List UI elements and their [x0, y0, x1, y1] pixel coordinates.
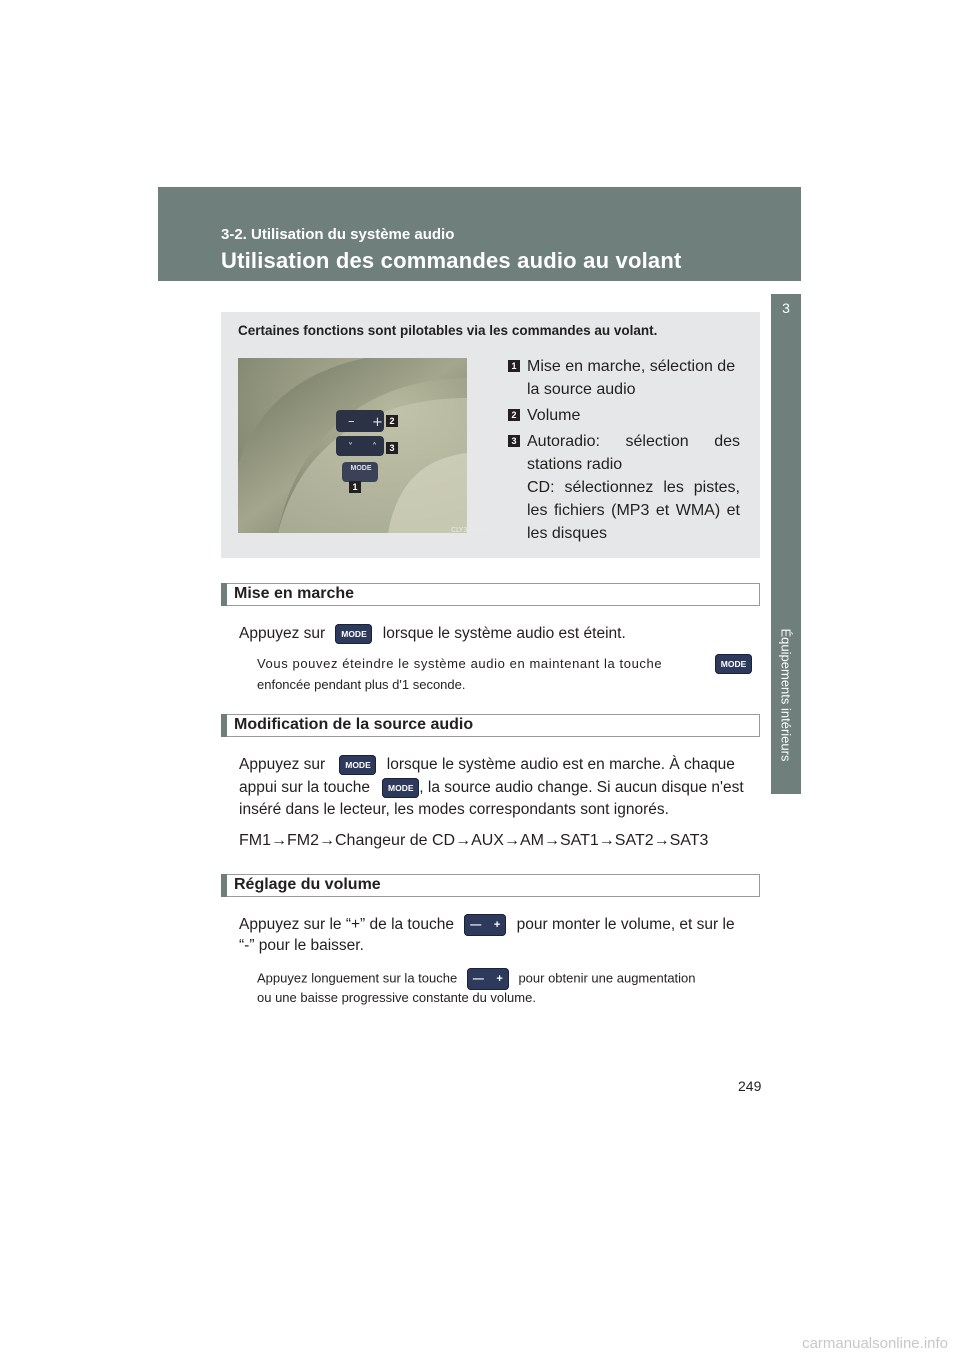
- subsection-heading-label: Réglage du volume: [234, 876, 381, 893]
- subsection-heading-volume: [221, 874, 760, 897]
- legend-text-2: Volume: [527, 407, 581, 424]
- volume-plus: +: [496, 973, 503, 985]
- svg-text:–: –: [348, 414, 355, 429]
- volume-text-post: pour monter le volume, et sur le: [516, 916, 735, 934]
- volume-minus: —: [470, 919, 482, 931]
- power-text-post: lorsque le système audio est éteint.: [382, 625, 626, 643]
- mode-key-icon: MODE: [339, 755, 376, 775]
- source-line-2: [239, 778, 744, 798]
- heading-accent: [221, 583, 227, 606]
- power-text-pre: Appuyez sur: [239, 625, 326, 643]
- section-label: 3-2. Utilisation du système audio: [221, 226, 455, 243]
- svg-text:˅: ˅: [348, 442, 353, 453]
- legend-text-3b: CD: sélectionnez les pistes, les fichiers (MP3 et WMA) et les disques: [527, 479, 740, 542]
- volume-text-pre: Appuyez sur le “+” de la touche: [239, 916, 454, 934]
- legend-marker-2: 2: [508, 409, 520, 421]
- svg-text:˄: ˄: [372, 442, 377, 453]
- subsection-heading-source: [221, 714, 760, 737]
- power-note: [257, 656, 753, 671]
- photo-mode-label: MODE: [350, 465, 372, 472]
- photo-callout-2: 2: [386, 415, 398, 427]
- mode-key-icon: MODE: [335, 624, 372, 644]
- photo-callout-3: 3: [386, 442, 398, 454]
- intro-text: Certaines fonctions sont pilotables via les commandes au volant.: [238, 323, 658, 338]
- source-text-pre: Appuyez sur: [239, 756, 326, 774]
- mode-key-icon: MODE: [715, 654, 752, 674]
- page-title: Utilisation des commandes audio au volant: [221, 248, 682, 273]
- source-line-3: inséré dans le lecteur, les modes correspondants sont ignorés.: [239, 801, 669, 818]
- heading-accent: [221, 714, 227, 737]
- heading-accent: [221, 874, 227, 897]
- photo-code: CLY32AB060: [451, 526, 495, 534]
- mode-key-icon: MODE: [382, 778, 419, 798]
- power-note-text: Vous pouvez éteindre le système audio en maintenant la touche: [257, 656, 663, 671]
- legend-text-1: Mise en marche, sélection de la source audio: [527, 358, 736, 398]
- side-tab-number: 3: [782, 300, 790, 316]
- legend-text-3: Autoradio: sélection des stations radio: [527, 433, 740, 473]
- power-instruction: [239, 624, 626, 644]
- volume-line-2: “-” pour le baisser.: [239, 937, 364, 954]
- volume-note: [257, 968, 696, 990]
- source-text-l2-pre: appui sur la touche: [239, 779, 370, 797]
- volume-plus: +: [493, 919, 501, 931]
- source-sequence: FM1→FM2→Changeur de CD→AUX→AM→SAT1→SAT2→SAT3: [239, 832, 709, 849]
- subsection-heading-label: Mise en marche: [234, 585, 355, 602]
- volume-key-icon: [464, 914, 506, 936]
- side-tab-text: Équipements intérieurs: [778, 628, 794, 762]
- volume-key-icon: [467, 968, 509, 990]
- svg-text:+: +: [372, 415, 383, 430]
- volume-note-line2: ou une baisse progressive constante du volume.: [257, 990, 536, 1005]
- photo-callout-1: 1: [349, 481, 361, 493]
- volume-note-post: pour obtenir une augmentation: [518, 970, 696, 986]
- watermark: carmanualsonline.info: [802, 1335, 948, 1352]
- source-line-1: [239, 755, 735, 775]
- legend-marker-3: 3: [508, 435, 520, 447]
- page-number: 249: [738, 1078, 762, 1094]
- volume-minus: —: [472, 973, 484, 985]
- source-text-post: lorsque le système audio est en marche. À chaque: [386, 756, 735, 774]
- steering-wheel-photo: [238, 358, 467, 533]
- volume-line-1: [239, 914, 735, 936]
- subsection-heading-label: Modification de la source audio: [234, 716, 474, 733]
- source-text-l2-post: , la source audio change. Si aucun disque n'est: [419, 779, 744, 797]
- volume-note-pre: Appuyez longuement sur la touche: [257, 970, 458, 986]
- legend-marker-1: 1: [508, 360, 520, 372]
- subsection-heading-power: [221, 583, 760, 606]
- power-note-line2: enfoncée pendant plus d'1 seconde.: [257, 677, 466, 692]
